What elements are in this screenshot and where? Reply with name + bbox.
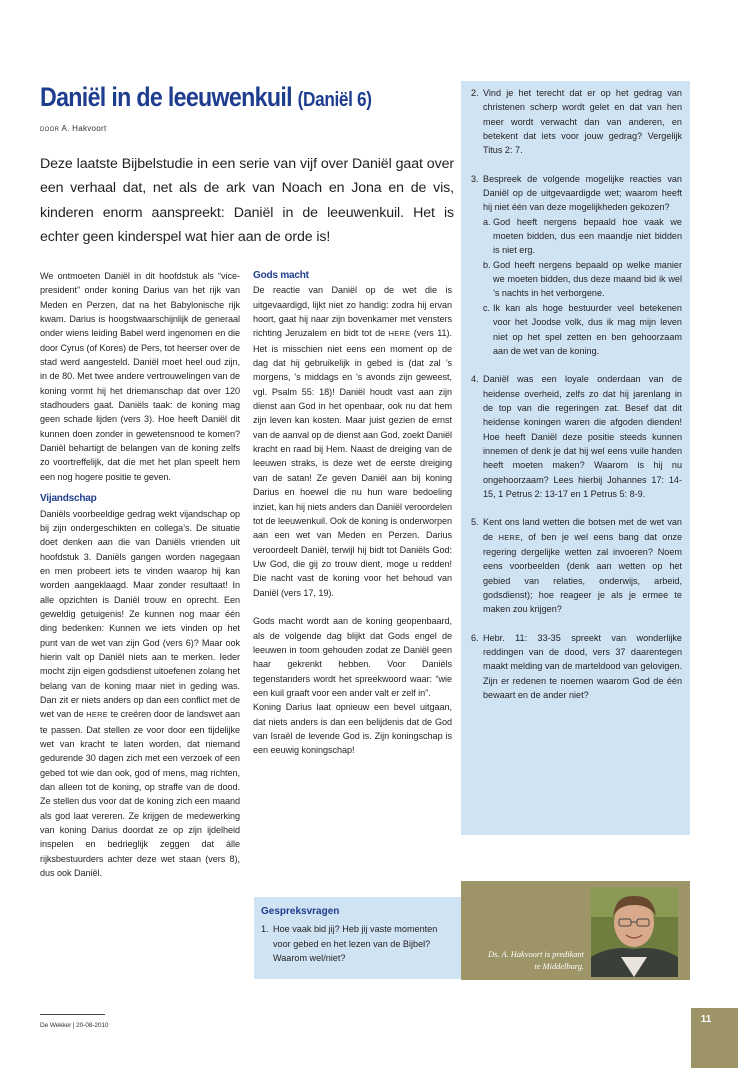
gods-macht-text-a: De reactie van Daniël op de wet die is uitgevaardigd, lijkt niet zo handig: zodra hij ervan hoort, gaat hij naar zijn bovenkamer met vensters richting Jeruzalem en bidt tot de xyxy=(253,285,452,339)
question-number: 4. xyxy=(471,374,479,385)
question-number: 6. xyxy=(471,632,479,643)
byline-author: A. Hakvoort xyxy=(61,124,107,133)
author-portrait-image xyxy=(591,887,678,977)
article-title xyxy=(40,80,401,117)
question-5 xyxy=(471,515,682,616)
author-photo xyxy=(591,887,678,977)
gods-macht-text-b: (vers 11). Het is misschien niet eens een moment op de dag dat hij gebruikelijk in gebed is (dat zal ’s morgens, ’s middags en ’s avonds zijn geweest, vgl. Psalm 55: 18)! Daniël houdt vast aan zijn dienst aan God in het openbaar, ook nu dat hem zijn leven kan kosten. Maar juist gezien de ernst van de aanval op de dienst aan God, zoekt Daniël kracht en raad bij Hem. Naast de dreiging van de leeuwen straks, is deze wet de eerste dreiging van de satan! Ze geven Daniël aan bij koning Darius en hoewel die nu hun ware bedoeling inziet, kan hij niets anders dan Daniël veroordelen tot de leeuwenkuil. Ook de koning is onderworpen aan een wet van Meden en Perzen. Darius veroordeelt Daniël, terwijl hij bidt tot Daniëls God: Uw God, die gij zo trouw dient, moge u redden! Die nacht vast de koning voor het behoud van Daniël (vers 17, 19). xyxy=(253,328,452,598)
author-caption xyxy=(470,949,584,973)
discussion-box xyxy=(254,897,461,979)
subquestion-letter: b. xyxy=(483,259,491,270)
subquestion-text: God heeft nergens bepaald hoe vaak we moeten bidden, dus een maandje niet bidden is niet erg. xyxy=(493,216,682,256)
question-number: 3. xyxy=(471,173,479,184)
discussion-heading: Gespreksvragen xyxy=(261,906,340,917)
question-3 xyxy=(471,172,682,358)
body-column-1 xyxy=(40,269,240,880)
footer-rule xyxy=(40,1014,105,1015)
section-heading-gods-macht: Gods macht xyxy=(253,270,309,281)
question-text: Hebr. 11: 33-35 spreekt van wonderlijke reddingen van de dood, vers 37 daarentegen maakt melding van de marteldood van gelovigen. Zijn er redenen te noemen waarom God de één bewaart en de ander niet? xyxy=(483,632,682,701)
page-number: 11 xyxy=(700,1014,712,1025)
confession-paragraph: Koning Darius laat opnieuw een bevel uitgaan, dat niets anders is dan een belijdenis dat de God van Israël de levende God is. Zijn koningschap is een eeuwig koningschap! xyxy=(253,702,452,756)
question-3-body xyxy=(483,172,682,358)
discussion-question-1 xyxy=(261,922,451,965)
questions-box xyxy=(461,81,690,835)
question-text: Hoe vaak bid jij? Heb jij vaste momenten voor gebed en het lezen van de Bijbel? Waarom wel/niet? xyxy=(273,924,438,964)
question-text: Vind je het terecht dat er op het gedrag van christenen scherp wordt gelet en dat van hen meer wordt verwacht dan van anderen, en betekent dat iets voor jouw gedrag? Vergelijk Titus 2: 7. xyxy=(483,88,682,156)
section-heading-vijandschap: Vijandschap xyxy=(40,493,97,505)
title-sub: (Daniël 6) xyxy=(297,89,372,111)
vijandschap-text-a: Daniëls voorbeeldige gedrag wekt vijandschap op bij zijn ondergeschikten en collega’s. De situatie doet denken aan die van Daniëls vrienden uit hoofdstuk 3. Daniëls gangen worden nagegaan en men probeert iets te vinden waarop hij kan worden aangeklaagd. Maar zonder resultaat! In alle opzichten is Daniël trouw en oprecht. Een geweldig getuigenis! Ze kunnen nog maar één ding bedenken: Kunnen we iets vinden op het punt van de wet van zijn God (vers 6)? Maar ook hierin valt op Daniël niets aan te merken. Ieder mocht zijn eigen godsdienst uitoefenen zolang het belang van de koning maar niet in geding was. Dan zit er niets anders op dan een conflict met de wet van de xyxy=(40,508,240,720)
title-main: Daniël in de leeuwenkuil xyxy=(40,82,292,112)
caption-line-1: Ds. A. Hakvoort is predikant xyxy=(488,950,584,959)
vijandschap-paragraph xyxy=(40,507,240,881)
footer-source: De Wekker | 20-08-2010 xyxy=(40,1022,109,1029)
subquestion-text: God heeft nergens bepaald op welke manier we moeten bidden, dus deze maand bid ik wel ’s nachts in het verborgene. xyxy=(493,259,682,299)
lead-paragraph: Deze laatste Bijbelstudie in een serie van vijf over Daniël gaat over een verhaal dat, net als de ark van Noach en Jona en de vis, kinderen enorm aanspreekt: Daniël in de leeuwenkuil. Het is echter geen kinderspel wat hier aan de orde is! xyxy=(40,156,454,246)
body-column-2 xyxy=(253,269,452,758)
question-number: 5. xyxy=(471,517,479,528)
revelation-paragraph: Gods macht wordt aan de koning geopenbaard, als de volgende dag blijkt dat Gods engel de leeuwen in toom gehouden zodat ze Daniël geen haar gekrenkt hebben. Voor Daniëls tegenstanders wordt het spreekwoord waar: “wie een kuil graaft voor een ander valt er zelf in”. xyxy=(253,616,452,698)
intro-paragraph: We ontmoeten Daniël in dit hoofdstuk als “vice-president” onder koning Darius van het rijk van Meden en Perzen, dat na het Babylonische rijk kwam. Darius is hoogstwaarschijnlijk de generaal onder wiens leiding Babel werd ingenomen en die door Cyrus (of Kores) de Pers, tot heerser over de stad werd aangesteld. Daniël moet heel oud zijn, in de 80. Met twee andere vertrouwelingen van de koning vormt hij het driemanschap dat over 120 stadhouders gaat. Daniëls taak: de koning mag geen schade lijden (vers 3). Hoe heeft Daniël dit kunnen doen zonder in gewetensnood te komen? Daniël behartigt de belangen van de koning zelfs zo voortreffelijk, dat die met het plan speelt hem een nog hogere positie te geven. xyxy=(40,271,240,482)
vijandschap-text-b: te creëren door de landswet aan te passen. Dat stellen ze voor door een tijdelijke wet van kracht te laten worden, dat niemand gedurende 30 dagen zich met een verzoek of een gebed tot wie dan ook, god of mens, mag richten, dan alleen tot de koning, op straffe van de dood. Ze stellen dus voor dat de koning zich een maand als god laat vereren. Ze krijgen de medewerking van koning Darius doordat ze op zijn ijdelheid inspelen en bedrieglijk zeggen dat álle rijksbestuurders achter deze wet staan (vers 8), dus ook Daniël. xyxy=(40,709,241,879)
question-number: 2. xyxy=(471,88,479,98)
byline xyxy=(40,124,107,133)
byline-prefix: DOOR xyxy=(40,127,60,133)
question-5-text-b: , of ben je wel eens bang dat onze regering dergelijke wetten zal invoeren? Noem eens voorbeelden (denk aan wetten op het gebied van relaties, onderwijs, arbeid, godsdienst); hoe reageer je als je ermee te maken zou krijgen? xyxy=(483,531,683,615)
subquestion-text: Ik kan als hoge bestuurder veel betekenen voor het Joodse volk, dus ik mag mijn leven niet op het spel zetten en ben gehoorzaam aan de wet van de koning. xyxy=(493,302,682,356)
subquestion-b xyxy=(483,258,682,301)
subquestion-letter: c. xyxy=(483,302,491,313)
gods-macht-paragraph xyxy=(253,283,452,600)
question-4 xyxy=(471,372,682,501)
question-6 xyxy=(471,631,682,703)
caption-line-2: te Middelburg. xyxy=(534,962,584,971)
here-smallcaps: HERE xyxy=(388,329,411,339)
here-smallcaps: HERE xyxy=(498,532,521,542)
subquestion-c xyxy=(483,301,682,358)
question-2 xyxy=(471,86,682,158)
subquestion-a xyxy=(483,215,682,258)
question-number: 1. xyxy=(261,924,269,935)
here-smallcaps: HERE xyxy=(86,710,109,720)
question-text xyxy=(483,515,682,616)
subquestion-letter: a. xyxy=(483,216,491,227)
question-text: Daniël was een loyale onderdaan van de heidense overheid, zelfs zo dat hij jarenlang in de top van die regeringen zat. Besef dat dit heidense koningen waren die afgoden dienden! Hoe heeft Daniël deze positie steeds kunnen innemen of denk je dat hij wel eens vuile handen heeft moeten maken? Waarom is hij nu ongehoorzaam? Lees hierbij Johannes 17: 14-15, 1 Petrus 2: 13-17 en 1 Petrus 5: 8-9. xyxy=(483,374,682,499)
question-text: Bespreek de volgende mogelijke reacties van Daniël op de uitgevaardigde wet; waarom heeft hij niet één van deze mogelijkheden gekozen? xyxy=(483,173,682,213)
question-5-text-a: Kent ons land wetten die botsen met de wet van de xyxy=(483,517,682,542)
